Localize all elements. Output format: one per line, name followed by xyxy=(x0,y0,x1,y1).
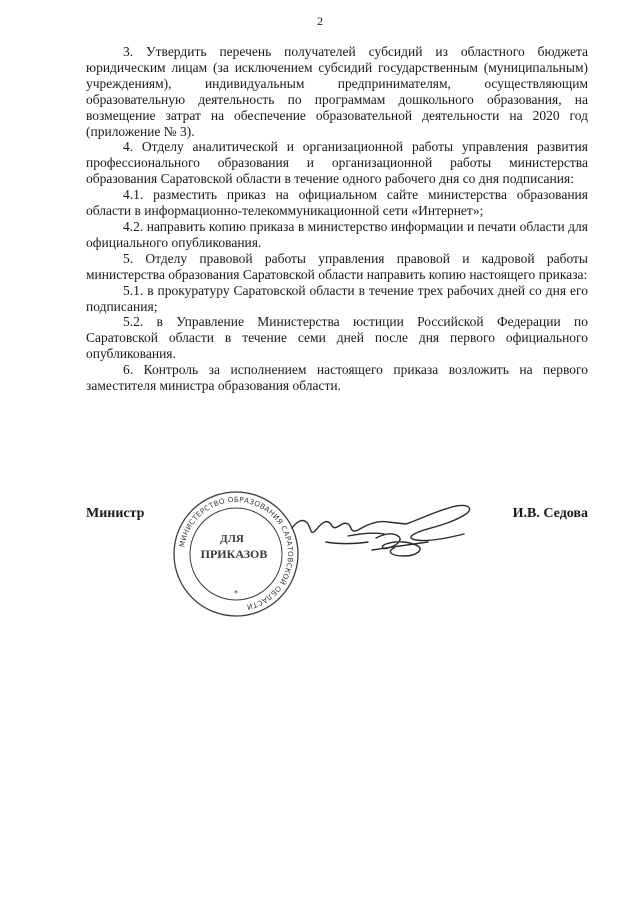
paragraph-item-5: 5. Отделу правовой работы управления правовой и кадровой работы министерства образования Саратовской области направить копию настоящего приказа: xyxy=(86,250,588,282)
document-body xyxy=(86,44,588,394)
stamp-line-2: ПРИКАЗОВ xyxy=(200,547,268,561)
paragraph-item-4: 4. Отделу аналитической и организационной работы управления развития профессионального образования и организационной работы министерства образования Саратовской области в течение одного рабочего дня со дня подписания: xyxy=(86,139,588,187)
handwritten-signature xyxy=(288,490,488,570)
paragraph-item-6: 6. Контроль за исполнением настоящего приказа возложить на первого заместителя министра образования области. xyxy=(86,362,588,394)
paragraph-item-3: 3. Утвердить перечень получателей субсидий из областного бюджета юридическим лицам (за исключением субсидий государственным (муниципальным) учреждениям), индивидуальным предпринимателям, осуществляющим образовательную деятельность по программам дошкольного образования, на возмещение затрат на обеспечение образовательной деятельности на 2020 год (приложение № 3). xyxy=(86,44,588,139)
official-stamp xyxy=(172,490,300,618)
stamp-line-1: ДЛЯ xyxy=(220,533,244,545)
paragraph-item-4-1: 4.1. разместить приказ на официальном сайте министерства образования области в информационно-телекоммуникационной сети «Интернет»; xyxy=(86,187,588,219)
paragraph-item-4-2: 4.2. направить копию приказа в министерство информации и печати области для официального опубликования. xyxy=(86,218,588,250)
stamp-ring-text: МИНИСТЕРСТВО ОБРАЗОВАНИЯ САРАТОВСКОЙ ОБЛАСТИ xyxy=(177,494,296,612)
signer-title: Министр xyxy=(86,506,145,521)
paragraph-item-5-1: 5.1. в прокуратуру Саратовской области в течение трех рабочих дней со дня его подписания; xyxy=(86,282,588,314)
paragraph-item-5-2: 5.2. в Управление Министерства юстиции Российской Федерации по Саратовской области в течение семи дней после дня первого официального опубликования. xyxy=(86,314,588,362)
page-number: 2 xyxy=(317,14,323,28)
signer-name: И.В. Седова xyxy=(512,506,588,521)
stamp-star: * xyxy=(234,589,238,598)
